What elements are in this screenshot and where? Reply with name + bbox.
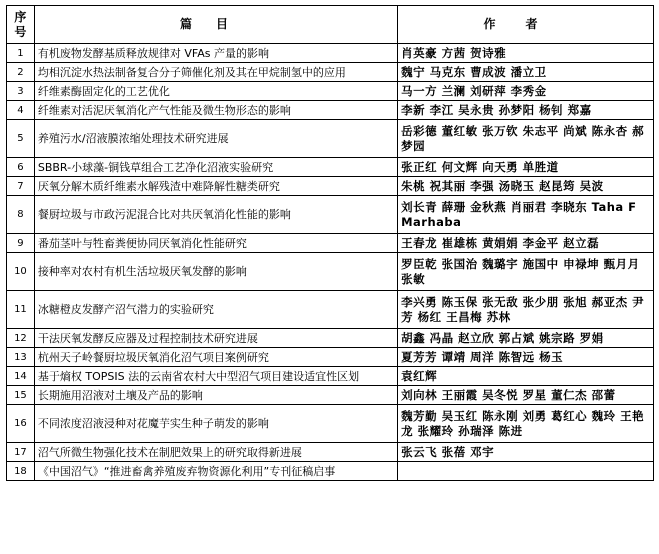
article-authors: 王春龙 崔雄栋 黄娟娟 李金平 赵立磊 bbox=[398, 234, 654, 253]
table-row bbox=[7, 158, 654, 177]
contents-table bbox=[6, 5, 654, 481]
article-authors: 肖英豪 方茜 贺诗雅 bbox=[398, 44, 654, 63]
article-title: 《中国沼气》“推进畜禽养殖废弃物资源化利用”专刊征稿启事 bbox=[34, 462, 397, 481]
row-number: 17 bbox=[7, 443, 35, 462]
article-authors: 魏芳勤 吴玉红 陈永刚 刘勇 葛红心 魏玲 王艳龙 张耀玲 孙瑞泽 陈进 bbox=[398, 405, 654, 443]
table-row bbox=[7, 329, 654, 348]
article-title: 沼气所微生物强化技术在制肥效果上的研究取得新进展 bbox=[34, 443, 397, 462]
row-number: 12 bbox=[7, 329, 35, 348]
article-authors: 李兴勇 陈玉保 张无敌 张少朋 张旭 郝亚杰 尹芳 杨红 王昌梅 苏林 bbox=[398, 291, 654, 329]
row-number: 18 bbox=[7, 462, 35, 481]
article-authors: 岳彩德 董红敏 张万钦 朱志平 尚斌 陈永杏 郝梦园 bbox=[398, 120, 654, 158]
row-number: 16 bbox=[7, 405, 35, 443]
row-number: 13 bbox=[7, 348, 35, 367]
article-authors: 朱桃 祝其丽 李强 汤晓玉 赵昆筠 吴波 bbox=[398, 177, 654, 196]
article-authors: 李新 李江 吴永贵 孙梦阳 杨钊 郑嘉 bbox=[398, 101, 654, 120]
table-row bbox=[7, 443, 654, 462]
article-authors: 刘长青 薛珊 金秋燕 肖丽君 李晓东 Taha F Marhaba bbox=[398, 196, 654, 234]
article-authors: 魏宁 马克东 曹成波 潘立卫 bbox=[398, 63, 654, 82]
table-row bbox=[7, 253, 654, 291]
table-row bbox=[7, 291, 654, 329]
article-title: 餐厨垃圾与市政污泥混合比对共厌氧消化性能的影响 bbox=[34, 196, 397, 234]
table-row bbox=[7, 386, 654, 405]
row-number: 9 bbox=[7, 234, 35, 253]
row-number: 10 bbox=[7, 253, 35, 291]
header-title: 篇目 bbox=[34, 6, 397, 44]
article-authors: 袁红辉 bbox=[398, 367, 654, 386]
article-title: 番茄茎叶与牲畜粪便协同厌氧消化性能研究 bbox=[34, 234, 397, 253]
article-title: 干法厌氧发酵反应器及过程控制技术研究进展 bbox=[34, 329, 397, 348]
article-title: 长期施用沼液对土壤及产品的影响 bbox=[34, 386, 397, 405]
article-title: 养殖污水/沼液膜浓缩处理技术研究进展 bbox=[34, 120, 397, 158]
article-authors: 胡鑫 冯晶 赵立欣 郭占斌 姚宗路 罗娟 bbox=[398, 329, 654, 348]
row-number: 15 bbox=[7, 386, 35, 405]
table-row bbox=[7, 63, 654, 82]
row-number: 4 bbox=[7, 101, 35, 120]
article-title: 纤维素对活泥厌氧消化产气性能及微生物形态的影响 bbox=[34, 101, 397, 120]
table-row bbox=[7, 462, 654, 481]
table-row bbox=[7, 82, 654, 101]
article-authors: 马一方 兰澜 刘研萍 李秀金 bbox=[398, 82, 654, 101]
row-number: 3 bbox=[7, 82, 35, 101]
article-title: 接种率对农村有机生活垃圾厌氧发酵的影响 bbox=[34, 253, 397, 291]
table-row bbox=[7, 348, 654, 367]
table-row bbox=[7, 101, 654, 120]
article-title: 不同浓度沼液浸种对花魔芋实生种子萌发的影响 bbox=[34, 405, 397, 443]
row-number: 11 bbox=[7, 291, 35, 329]
article-title: 基于熵权 TOPSIS 法的云南省农村大中型沼气项目建设适宜性区划 bbox=[34, 367, 397, 386]
header-row bbox=[7, 6, 654, 44]
table-row bbox=[7, 196, 654, 234]
table-row bbox=[7, 405, 654, 443]
article-title: 冰糖橙皮发酵产沼气潜力的实验研究 bbox=[34, 291, 397, 329]
article-title: 厌氧分解木质纤维素水解残渣中难降解性糖类研究 bbox=[34, 177, 397, 196]
article-title: 均相沉淀水热法制备复合分子筛催化剂及其在甲烷制氢中的应用 bbox=[34, 63, 397, 82]
row-number: 1 bbox=[7, 44, 35, 63]
article-authors: 张云飞 张蓓 邓宇 bbox=[398, 443, 654, 462]
article-authors: 夏芳芳 谭靖 周洋 陈智远 杨玉 bbox=[398, 348, 654, 367]
row-number: 8 bbox=[7, 196, 35, 234]
article-title: 有机废物发酵基质释放规律对 VFAs 产量的影响 bbox=[34, 44, 397, 63]
header-author: 作者 bbox=[398, 6, 654, 44]
row-number: 14 bbox=[7, 367, 35, 386]
header-number: 序号 bbox=[7, 6, 35, 44]
table-row bbox=[7, 234, 654, 253]
article-authors: 刘向林 王丽霞 吴冬悦 罗星 董仁杰 邵蕾 bbox=[398, 386, 654, 405]
article-title: 纤维素酶固定化的工艺优化 bbox=[34, 82, 397, 101]
row-number: 7 bbox=[7, 177, 35, 196]
table-row bbox=[7, 367, 654, 386]
article-authors: 罗臣乾 张国治 魏璐宇 施国中 申禄坤 甄月月 张敏 bbox=[398, 253, 654, 291]
table-row bbox=[7, 44, 654, 63]
row-number: 2 bbox=[7, 63, 35, 82]
article-title: SBBR-小球藻-铜钱草组合工艺净化沼液实验研究 bbox=[34, 158, 397, 177]
table-row bbox=[7, 177, 654, 196]
article-title: 杭州天子岭餐厨垃圾厌氧消化沼气项目案例研究 bbox=[34, 348, 397, 367]
article-authors: 张正红 何文辉 向天勇 单胜道 bbox=[398, 158, 654, 177]
table-row bbox=[7, 120, 654, 158]
row-number: 5 bbox=[7, 120, 35, 158]
article-authors bbox=[398, 462, 654, 481]
row-number: 6 bbox=[7, 158, 35, 177]
